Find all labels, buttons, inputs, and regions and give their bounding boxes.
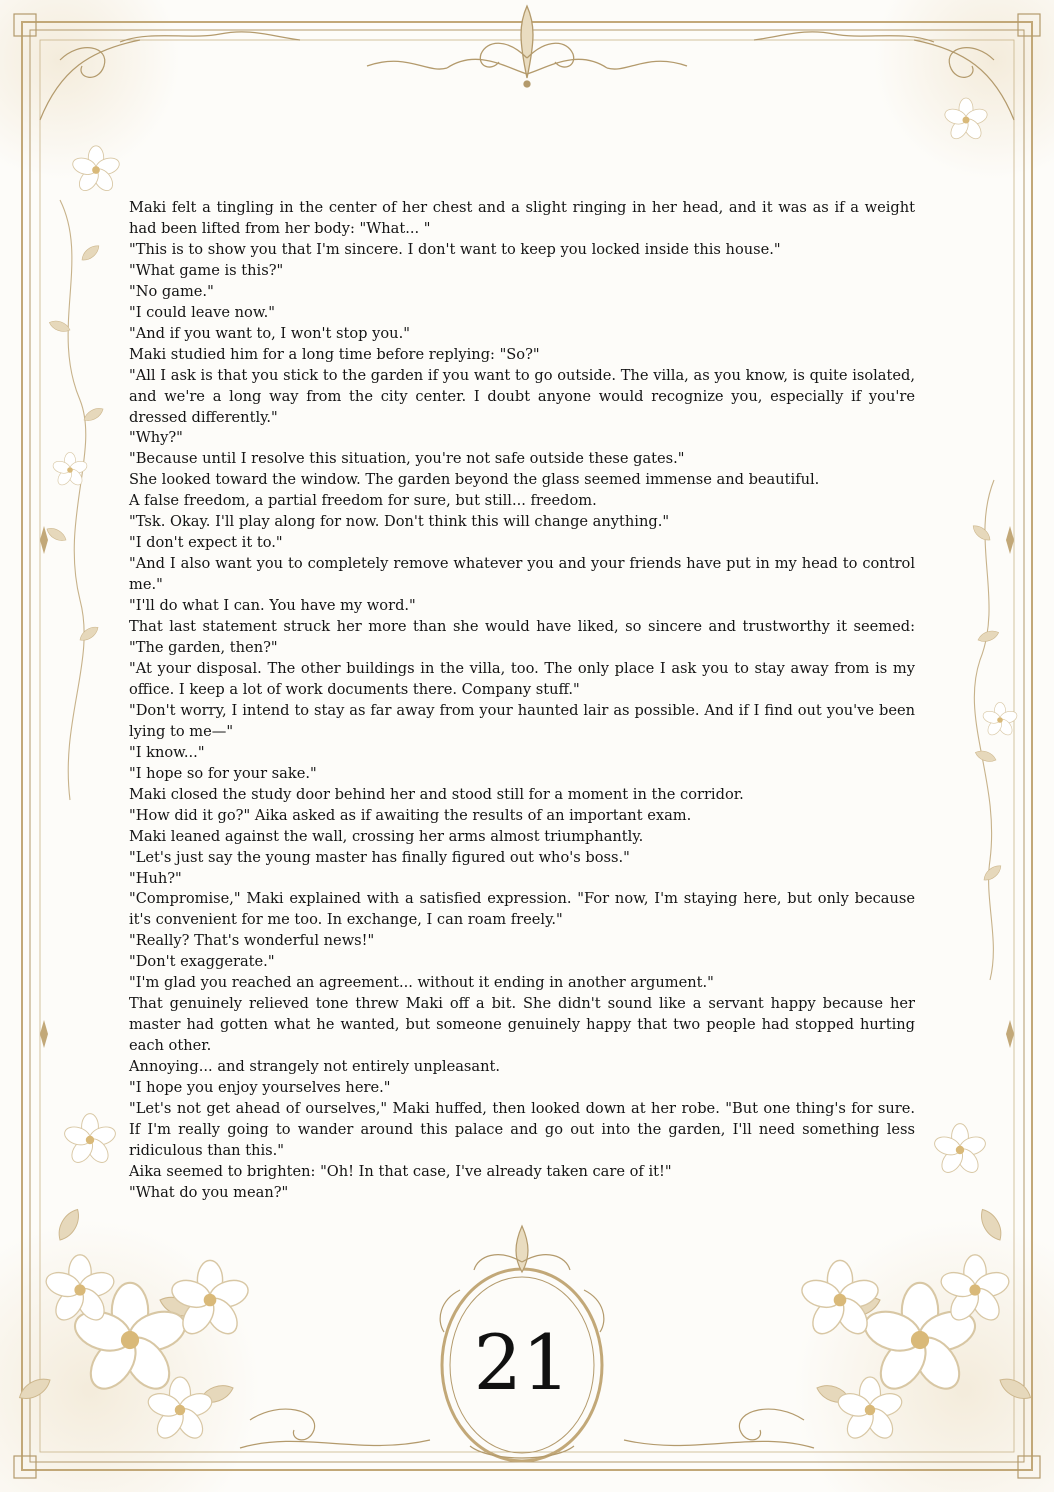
paragraph: "Because until I resolve this situation, you're not safe outside these gates." (129, 450, 685, 468)
paragraph: "What game is this?" (129, 261, 284, 279)
paragraph: "What do you mean?" (129, 1183, 289, 1201)
paragraph: "Let's not get ahead of ourselves," Maki huffed, then looked down at her robe. "But one thing's for sure. If I'm really going to wander around this palace and go out into the garden, I'll need something less ridiculous than this." (129, 1099, 915, 1159)
paragraph: A false freedom, a partial freedom for sure, but still... freedom. (129, 492, 597, 510)
paragraph: "I'm glad you reached an agreement... without it ending in another argument." (129, 974, 714, 992)
paragraph: Maki closed the study door behind her and stood still for a moment in the corridor. (129, 785, 744, 803)
paragraph: "All I ask is that you stick to the garden if you want to go outside. The villa, as you know, is quite isolated, and we're a long way from the city center. I doubt anyone would recognize you, especially if you're dressed differently." (129, 366, 915, 426)
page-number: 21 (473, 1318, 571, 1407)
paragraph: "Tsk. Okay. I'll play along for now. Don't think this will change anything." (129, 513, 670, 531)
paragraph: Maki studied him for a long time before replying: "So?" (129, 345, 540, 363)
paragraph: "Why?" (129, 429, 183, 447)
paragraph: "Let's just say the young master has finally figured out who's boss." (129, 848, 630, 866)
body-text (129, 198, 915, 1204)
paragraph: She looked toward the window. The garden beyond the glass seemed immense and beautiful. (129, 471, 820, 489)
paragraph: Maki felt a tingling in the center of her chest and a slight ringing in her head, and it was as if a weight had been lifted from her body: "What... " (129, 199, 915, 237)
paragraph: "I could leave now." (129, 303, 275, 321)
paragraph: "I hope so for your sake." (129, 764, 317, 782)
paragraph: "I know..." (129, 743, 205, 761)
paragraph: "And if you want to, I won't stop you." (129, 324, 410, 342)
paragraph: "Really? That's wonderful news!" (129, 932, 375, 950)
paragraph: "I'll do what I can. You have my word." (129, 597, 416, 615)
paragraph: "Compromise," Maki explained with a satisfied expression. "For now, I'm staying here, but only because it's convenient for me too. In exchange, I can roam freely." (129, 890, 915, 929)
paragraph: "I hope you enjoy yourselves here." (129, 1079, 391, 1097)
paragraph: "This is to show you that I'm sincere. I don't want to keep you locked inside this house." (129, 240, 781, 258)
paragraph: "Don't exaggerate." (129, 953, 275, 971)
paragraph: "No game." (129, 282, 214, 300)
paragraph: "How did it go?" Aika asked as if awaiting the results of an important exam. (129, 806, 692, 824)
paragraph: "Huh?" (129, 869, 182, 887)
paragraph: That last statement struck her more than she would have liked, so sincere and trustworthy it seemed: "The garden, then?" (129, 618, 915, 657)
paragraph: Aika seemed to brighten: "Oh! In that case, I've already taken care of it!" (129, 1162, 672, 1180)
paragraph: Maki leaned against the wall, crossing her arms almost triumphantly. (129, 827, 644, 845)
paragraph: Annoying... and strangely not entirely unpleasant. (129, 1058, 501, 1076)
paragraph: "And I also want you to completely remove whatever you and your friends have put in my head to control me." (129, 555, 915, 594)
paragraph: "At your disposal. The other buildings in the villa, too. The only place I ask you to stay away from is my office. I keep a lot of work documents there. Company stuff." (129, 659, 915, 698)
paragraph: "I don't expect it to." (129, 534, 283, 552)
paragraph: That genuinely relieved tone threw Maki off a bit. She didn't sound like a servant happy because her master had gotten what he wanted, but someone genuinely happy that two people had stopped hurting each other. (129, 995, 915, 1055)
paragraph: "Don't worry, I intend to stay as far away from your haunted lair as possible. And if I find out you've been lying to me—" (129, 701, 915, 740)
